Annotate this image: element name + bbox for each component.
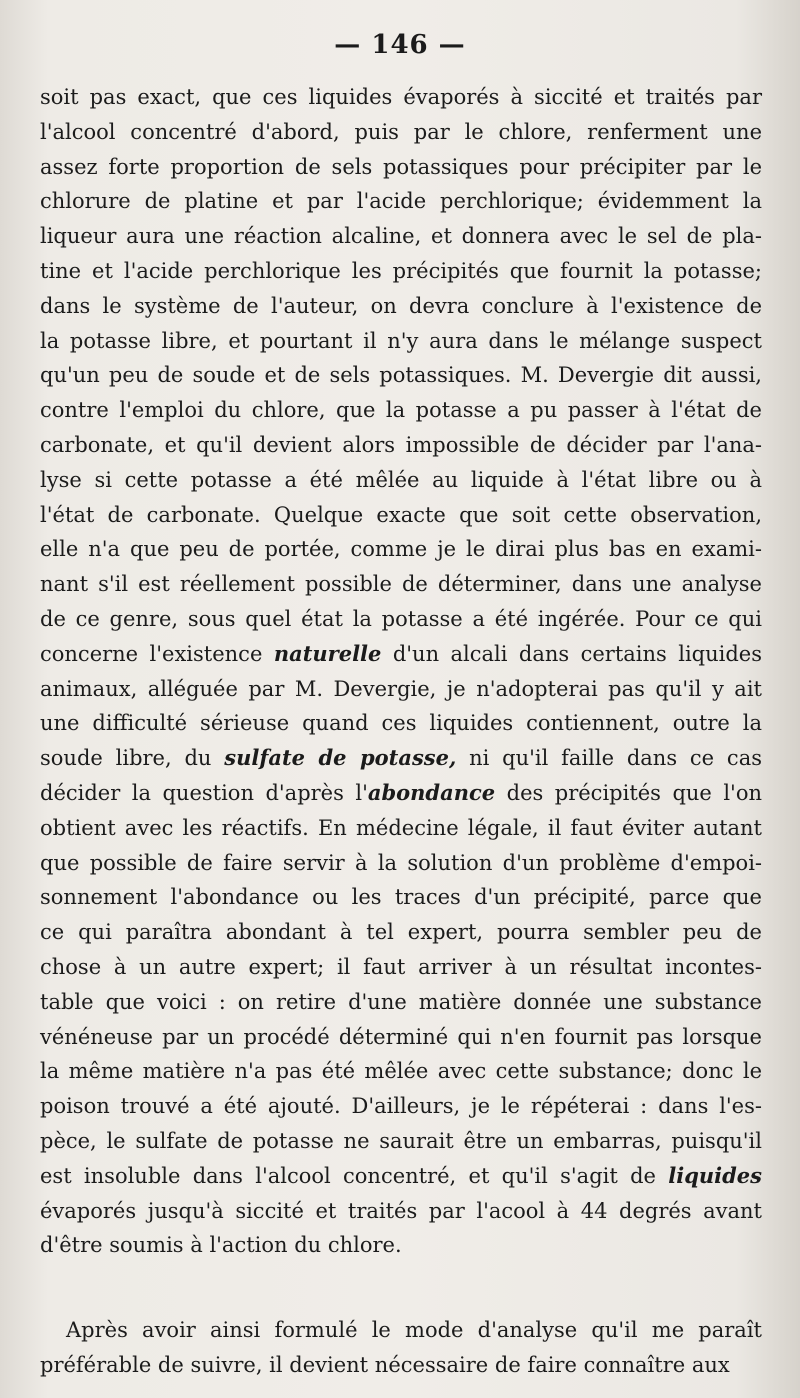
text-segment: ce qui paraîtra abondant à tel expert, pourra sembler peu de bbox=[40, 920, 762, 945]
paragraph-gap bbox=[40, 1263, 762, 1313]
text-segment: contre l'emploi du chlore, que la potasse a pu passer à l'état de bbox=[40, 398, 762, 423]
text-line bbox=[40, 1194, 762, 1229]
text-segment: est insoluble dans l'alcool concentré, et qu'il s'agit de bbox=[40, 1163, 669, 1188]
text-segment: décider la question d'après l' bbox=[40, 780, 368, 805]
text-line bbox=[40, 1313, 762, 1348]
text-line bbox=[40, 115, 762, 150]
page-body bbox=[40, 80, 762, 1383]
text-line bbox=[40, 1159, 762, 1194]
text-line bbox=[40, 184, 762, 219]
text-segment: que possible de faire servir à la solution d'un problème d'empoi- bbox=[40, 850, 762, 875]
text-segment: ni qu'il faille dans ce cas bbox=[456, 746, 762, 771]
italic-text: sulfate de potasse, bbox=[224, 745, 457, 771]
text-line bbox=[40, 428, 762, 463]
italic-text: liquides bbox=[668, 1162, 762, 1188]
text-segment: de ce genre, sous quel état la potasse a été ingérée. Pour ce qui bbox=[40, 606, 762, 631]
text-segment: des précipités que l'on bbox=[495, 780, 762, 805]
text-line bbox=[40, 1089, 762, 1124]
text-segment: poison trouvé a été ajouté. D'ailleurs, je le répéterai : dans l'es- bbox=[40, 1094, 762, 1119]
text-segment: elle n'a que peu de portée, comme je le dirai plus bas en exami- bbox=[40, 537, 762, 562]
text-line bbox=[40, 1124, 762, 1159]
text-line bbox=[40, 219, 762, 254]
text-line bbox=[40, 985, 762, 1020]
text-line bbox=[40, 254, 762, 289]
text-segment: animaux, alléguée par M. Devergie, je n'adopterai pas qu'il y ait bbox=[40, 676, 762, 701]
text-segment: assez forte proportion de sels potassiques pour précipiter par le bbox=[40, 154, 762, 179]
text-segment: Après avoir ainsi formulé le mode d'analyse qu'il me paraît bbox=[66, 1318, 762, 1343]
text-segment: sonnement l'abondance ou les traces d'un précipité, parce que bbox=[40, 885, 762, 910]
text-segment: dans le système de l'auteur, on devra conclure à l'existence de bbox=[40, 293, 762, 318]
text-line bbox=[40, 324, 762, 359]
text-line bbox=[40, 915, 762, 950]
page-number: — 146 — bbox=[334, 30, 466, 60]
text-segment: la même matière n'a pas été mêlée avec cette substance; donc le bbox=[40, 1059, 762, 1084]
text-line bbox=[40, 567, 762, 602]
text-segment: chlorure de platine et par l'acide perchlorique; évidemment la bbox=[40, 189, 762, 214]
text-segment: d'être soumis à l'action du chlore. bbox=[40, 1233, 402, 1258]
text-line bbox=[40, 393, 762, 428]
text-line bbox=[40, 532, 762, 567]
text-line bbox=[40, 289, 762, 324]
text-line bbox=[40, 463, 762, 498]
text-line bbox=[40, 150, 762, 185]
text-line bbox=[40, 358, 762, 393]
text-segment: soit pas exact, que ces liquides évaporés à siccité et traités par bbox=[40, 85, 762, 109]
text-segment: préférable de suivre, il devient nécessaire de faire connaître aux bbox=[40, 1352, 730, 1377]
text-segment: chose à un autre expert; il faut arriver à un résultat incontes- bbox=[40, 954, 762, 979]
text-line bbox=[40, 1020, 762, 1055]
italic-text: naturelle bbox=[273, 640, 382, 666]
text-segment: obtient avec les réactifs. En médecine légale, il faut éviter autant bbox=[40, 815, 762, 840]
text-segment: carbonate, et qu'il devient alors impossible de décider par l'ana- bbox=[40, 432, 762, 457]
text-segment: table que voici : on retire d'une matière donnée une substance bbox=[40, 989, 762, 1014]
text-line bbox=[40, 1054, 762, 1089]
text-line bbox=[40, 846, 762, 881]
text-segment: qu'un peu de soude et de sels potassiques. M. Devergie dit aussi, bbox=[40, 363, 762, 388]
text-line bbox=[40, 741, 762, 776]
text-segment: évaporés jusqu'à siccité et traités par l'acool à 44 degrés avant bbox=[40, 1198, 762, 1223]
text-segment: d'un alcali dans certains liquides bbox=[381, 641, 763, 666]
text-segment: nant s'il est réellement possible de déterminer, dans une analyse bbox=[40, 572, 762, 597]
text-line bbox=[40, 1228, 762, 1263]
text-line bbox=[40, 880, 762, 915]
text-segment: la potasse libre, et pourtant il n'y aura dans le mélange suspect bbox=[40, 328, 762, 353]
paragraph bbox=[40, 80, 762, 1263]
text-line bbox=[40, 950, 762, 985]
text-line bbox=[40, 706, 762, 741]
text-segment: soude libre, du bbox=[40, 746, 225, 771]
text-segment: concerne l'existence bbox=[40, 641, 274, 666]
text-line bbox=[40, 811, 762, 846]
text-line bbox=[40, 80, 762, 115]
paragraph bbox=[40, 1313, 762, 1383]
text-segment: tine et l'acide perchlorique les précipités que fournit la potasse; bbox=[40, 258, 762, 283]
text-segment: pèce, le sulfate de potasse ne saurait être un embarras, puisqu'il bbox=[40, 1128, 762, 1153]
italic-text: abondance bbox=[367, 779, 496, 805]
text-segment: liqueur aura une réaction alcaline, et donnera avec le sel de pla- bbox=[40, 224, 762, 249]
text-line bbox=[40, 637, 762, 672]
text-line bbox=[40, 498, 762, 533]
text-segment: lyse si cette potasse a été mêlée au liquide à l'état libre ou à bbox=[40, 467, 762, 492]
text-segment: une difficulté sérieuse quand ces liquides contiennent, outre la bbox=[40, 711, 762, 736]
text-line bbox=[40, 602, 762, 637]
text-segment: vénéneuse par un procédé déterminé qui n'en fournit pas lorsque bbox=[40, 1024, 762, 1049]
text-line bbox=[40, 776, 762, 811]
text-line bbox=[40, 1348, 762, 1383]
text-line bbox=[40, 672, 762, 707]
text-segment: l'état de carbonate. Quelque exacte que soit cette observation, bbox=[40, 502, 762, 527]
text-segment: l'alcool concentré d'abord, puis par le chlore, renferment une bbox=[40, 119, 762, 144]
